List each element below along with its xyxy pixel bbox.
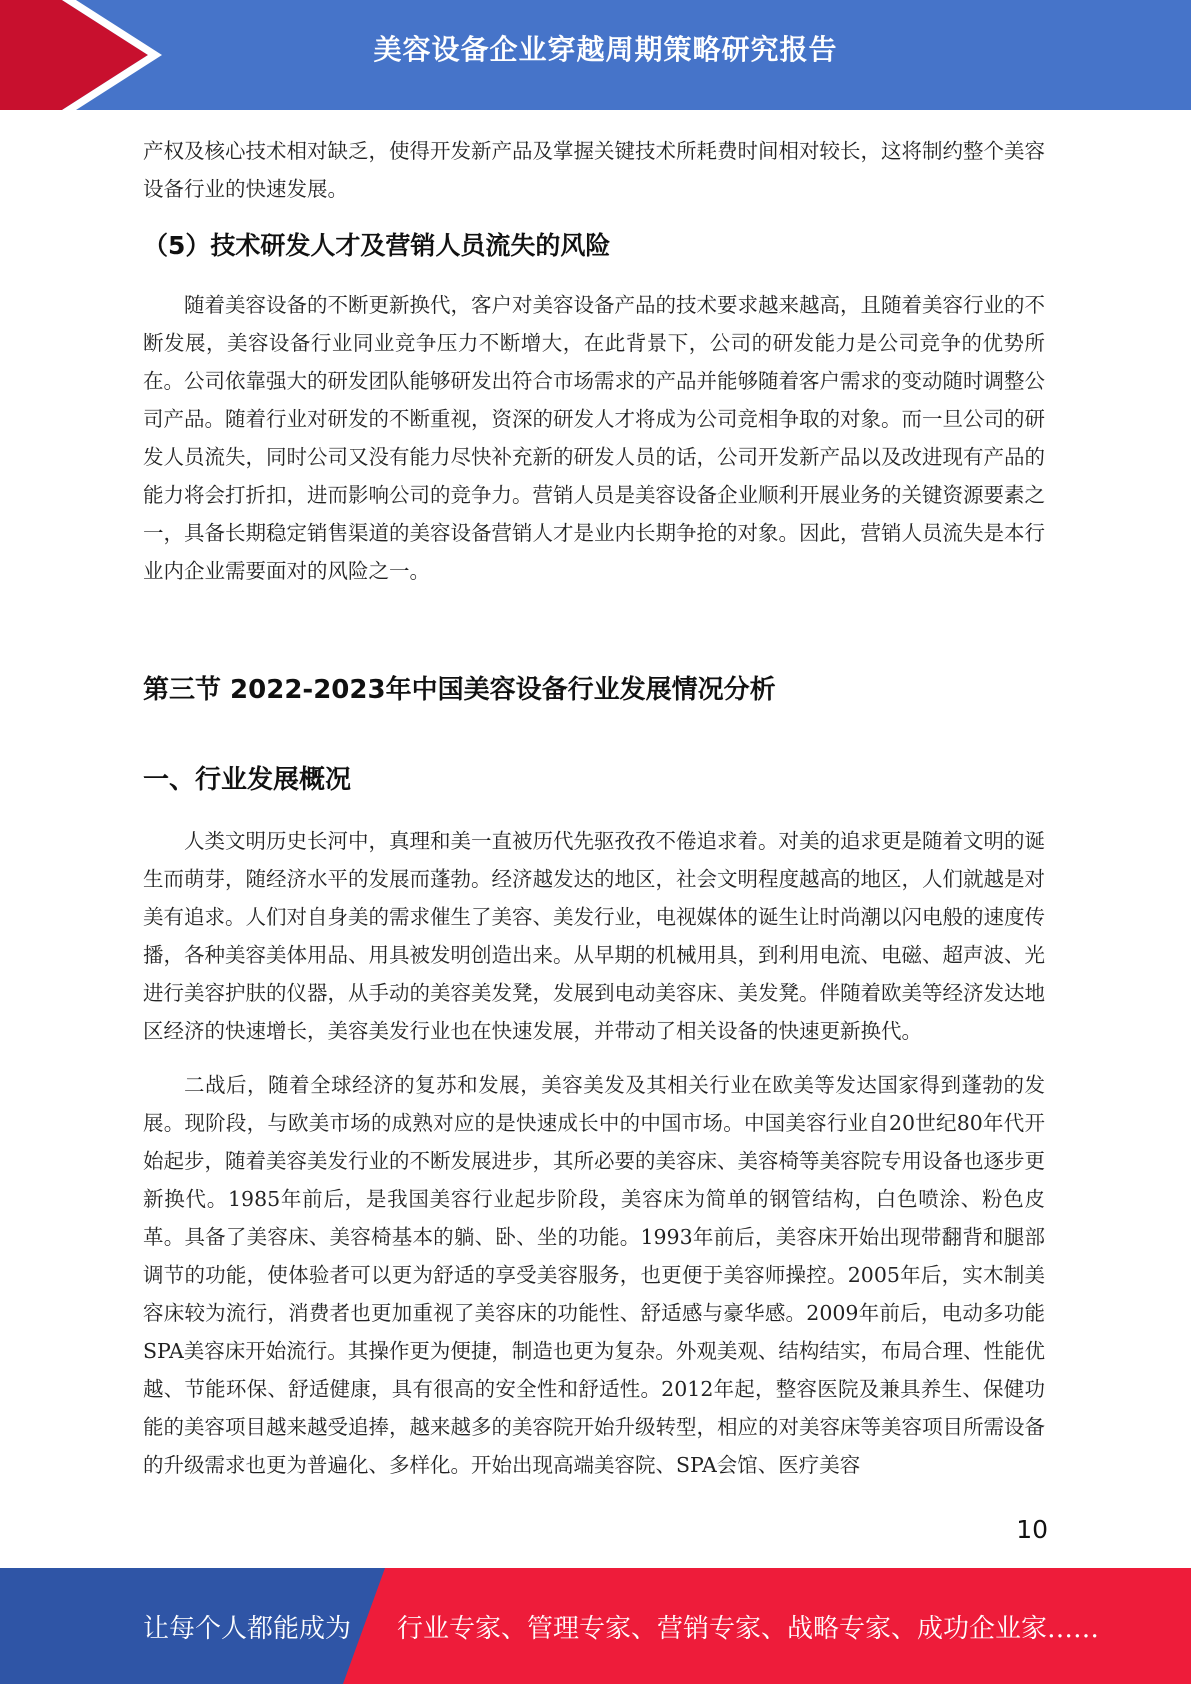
body-paragraph-history: 人类文明历史长河中，真理和美一直被历代先驱孜孜不倦追求着。对美的追求更是随着文明的诞生而萌芽，随经济水平的发展而蓬勃。经济越发达的地区，社会文明程度越高的地区，人们就越是对美有追求。人们对自身美的需求催生了美容、美发行业，电视媒体的诞生让时尚潮以闪电般的速度传播，各种美容美体用品、用具被发明创造出来。从早期的机械用具，到利用电流、电磁、超声波、光进行美容护肤的仪器，从手动的美容美发凳，发展到电动美容床、美发凳。伴随着欧美等经济发达地区经济的快速增长，美容美发行业也在快速发展，并带动了相关设备的快速更新换代。	[143, 829, 1045, 1043]
section-title: 第三节 2022-2023年中国美容设备行业发展情况分析	[143, 675, 776, 705]
body-paragraph-talent-risk: 随着美容设备的不断更新换代，客户对美容设备产品的技术要求越来越高，且随着美容行业的不断发展，美容设备行业同业竞争压力不断增大，在此背景下，公司的研发能力是公司竞争的优势所在。公司依靠强大的研发团队能够研发出符合市场需求的产品并能够随着客户需求的变动随时调整公司产品。随着行业对研发的不断重视，资深的研发人才将成为公司竞相争取的对象。而一旦公司的研发人员流失，同时公司又没有能力尽快补充新的研发人员的话，公司开发新产品以及改进现有产品的能力将会打折扣，进而影响公司的竞争力。营销人员是美容设备企业顺利开展业务的关键资源要素之一，具备长期稳定销售渠道的美容设备营销人才是业内长期争抢的对象。因此，营销人员流失是本行业内企业需要面对的风险之一。	[143, 293, 1045, 583]
subheading-risk-5: （5）技术研发人才及营销人员流失的风险	[143, 231, 611, 260]
report-title: 美容设备企业穿越周期策略研究报告	[373, 33, 838, 66]
page-footer	[0, 1568, 1191, 1684]
page-number: 10	[1016, 1515, 1048, 1544]
page-header	[0, 0, 1191, 110]
heading-industry-overview: 一、行业发展概况	[143, 765, 352, 795]
footer-slogan-right: 行业专家、管理专家、营销专家、战略专家、成功企业家……	[397, 1614, 1100, 1644]
body-paragraph-continued: 产权及核心技术相对缺乏，使得开发新产品及掌握关键技术所耗费时间相对较长，这将制约整个美容设备行业的快速发展。	[143, 139, 1045, 201]
page-content	[143, 132, 1045, 1484]
body-paragraph-development: 二战后，随着全球经济的复苏和发展，美容美发及其相关行业在欧美等发达国家得到蓬勃的发展。现阶段，与欧美市场的成熟对应的是快速成长中的中国市场。中国美容行业自20世纪80年代开始起步，随着美容美发行业的不断发展进步，其所必要的美容床、美容椅等美容院专用设备也逐步更新换代。1985年前后，是我国美容行业起步阶段，美容床为简单的钢管结构，白色喷涂、粉色皮革。具备了美容床、美容椅基本的躺、卧、坐的功能。1993年前后，美容床开始出现带翻背和腿部调节的功能，使体验者可以更为舒适的享受美容服务，也更便于美容师操控。2005年后，实木制美容床较为流行，消费者也更加重视了美容床的功能性、舒适感与豪华感。2009年前后，电动多功能SPA美容床开始流行。其操作更为便捷，制造也更为复杂。外观美观、结构结实，布局合理、性能优越、节能环保、舒适健康，具有很高的安全性和舒适性。2012年起，整容医院及兼具养生、保健功能的美容项目越来越受追捧，越来越多的美容院开始升级转型，相应的对美容床等美容项目所需设备的升级需求也更为普遍化、多样化。开始出现高端美容院、SPA会馆、医疗美容	[143, 1073, 1045, 1477]
footer-slogan-left: 让每个人都能成为	[143, 1614, 352, 1644]
